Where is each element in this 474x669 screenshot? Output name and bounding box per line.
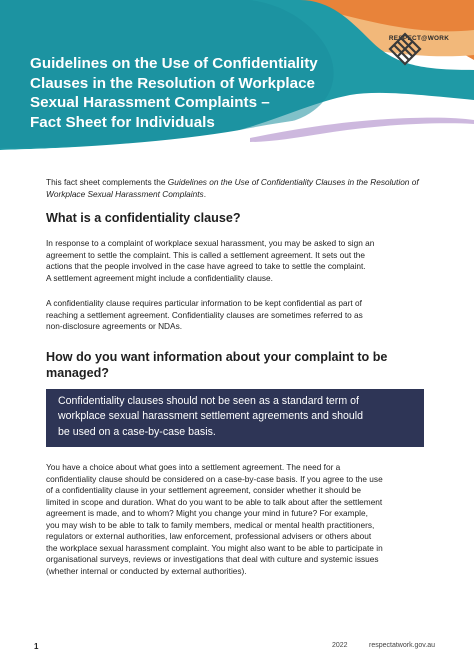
text-line: In response to a complaint of workplace sexual harassment, you may be asked to sign an bbox=[46, 238, 375, 248]
heading-line: How do you want information about your complaint to be bbox=[46, 350, 388, 364]
title-line: Guidelines on the Use of Confidentiality bbox=[30, 55, 318, 72]
callout-line: workplace sexual harassment settlement agreements and should bbox=[58, 410, 364, 423]
callout-line: be used on a case-by-case basis. bbox=[58, 425, 216, 438]
text-line: you may wish to be able to talk to family members, medical or mental health practitioners, bbox=[46, 519, 375, 530]
text-line: A confidentiality clause requires particular information to be kept confidential as part of bbox=[46, 298, 362, 308]
text-line: organisational surveys, reviews or investigations that deal with culture and systemic issues bbox=[46, 554, 379, 564]
guidelines-title-italic: Guidelines on the Use of Confidentiality Clauses in the Resolution of Workplace Sexual Harassment Complaints bbox=[46, 177, 419, 199]
respect-at-work-logo bbox=[388, 32, 450, 42]
page-number: 1 bbox=[34, 642, 39, 651]
text-line: limited in scope and duration. What do you want to be able to talk about after the settlement bbox=[46, 496, 383, 507]
text-line: non-disclosure agreements or NDAs. bbox=[46, 321, 183, 331]
paragraph-your-choice bbox=[46, 462, 431, 577]
title-line: Fact Sheet for Individuals bbox=[30, 113, 215, 131]
intro-prefix: This fact sheet complements the bbox=[46, 177, 168, 187]
text-line: (whether internal or conducted by external authorities). bbox=[46, 565, 247, 576]
text-line: the workplace sexual harassment complaint. You might also want to be able to participate in bbox=[46, 542, 383, 553]
callout-box bbox=[46, 389, 424, 447]
heading-line: managed? bbox=[46, 366, 109, 380]
callout-line: Confidentiality clauses should not be seen as a standard term of bbox=[58, 395, 359, 407]
footer-website-link[interactable]: respectatwork.gov.au bbox=[369, 642, 436, 649]
text-line: agreement is made, and to whom? Might you change your mind in future? For example, bbox=[46, 508, 368, 518]
logo-text: RESPECT@WORK bbox=[388, 35, 450, 42]
text-line: regulators or external authorities, law enforcement, professional advisers or others about bbox=[46, 531, 372, 541]
section-heading-what-is: What is a confidentiality clause? bbox=[46, 211, 241, 225]
text-line: confidentiality clause should be considered on a case-by-case basis. If you agree to the use bbox=[46, 473, 383, 484]
text-line: agreement to settle the complaint. This is called a settlement agreement. It sets out the bbox=[46, 249, 365, 260]
text-line: of a confidentiality clause in your settlement agreement, consider whether it should be bbox=[46, 485, 361, 495]
text-line: reaching a settlement agreement. Confidentiality clauses are sometimes referred to as bbox=[46, 309, 363, 320]
diamond-lattice-icon bbox=[388, 32, 422, 66]
section-heading-how-managed bbox=[46, 349, 436, 381]
text-line: You have a choice about what goes into a settlement agreement. The need for a bbox=[46, 462, 341, 472]
text-line: actions that the people involved in the case have agreed to take to settle the complaint. bbox=[46, 261, 366, 271]
paragraph-confidentiality-clause bbox=[46, 298, 426, 333]
title-line: Clauses in the Resolution of Workplace bbox=[30, 74, 315, 92]
title-line: Sexual Harassment Complaints – bbox=[30, 94, 270, 111]
header-banner bbox=[0, 0, 474, 160]
intro-suffix: . bbox=[203, 188, 207, 199]
intro-paragraph bbox=[46, 177, 436, 200]
paragraph-settlement-agreement bbox=[46, 238, 426, 284]
document-title bbox=[30, 54, 350, 132]
footer-year: 2022 bbox=[332, 642, 348, 649]
text-line: A settlement agreement might include a confidentiality clause. bbox=[46, 272, 273, 283]
